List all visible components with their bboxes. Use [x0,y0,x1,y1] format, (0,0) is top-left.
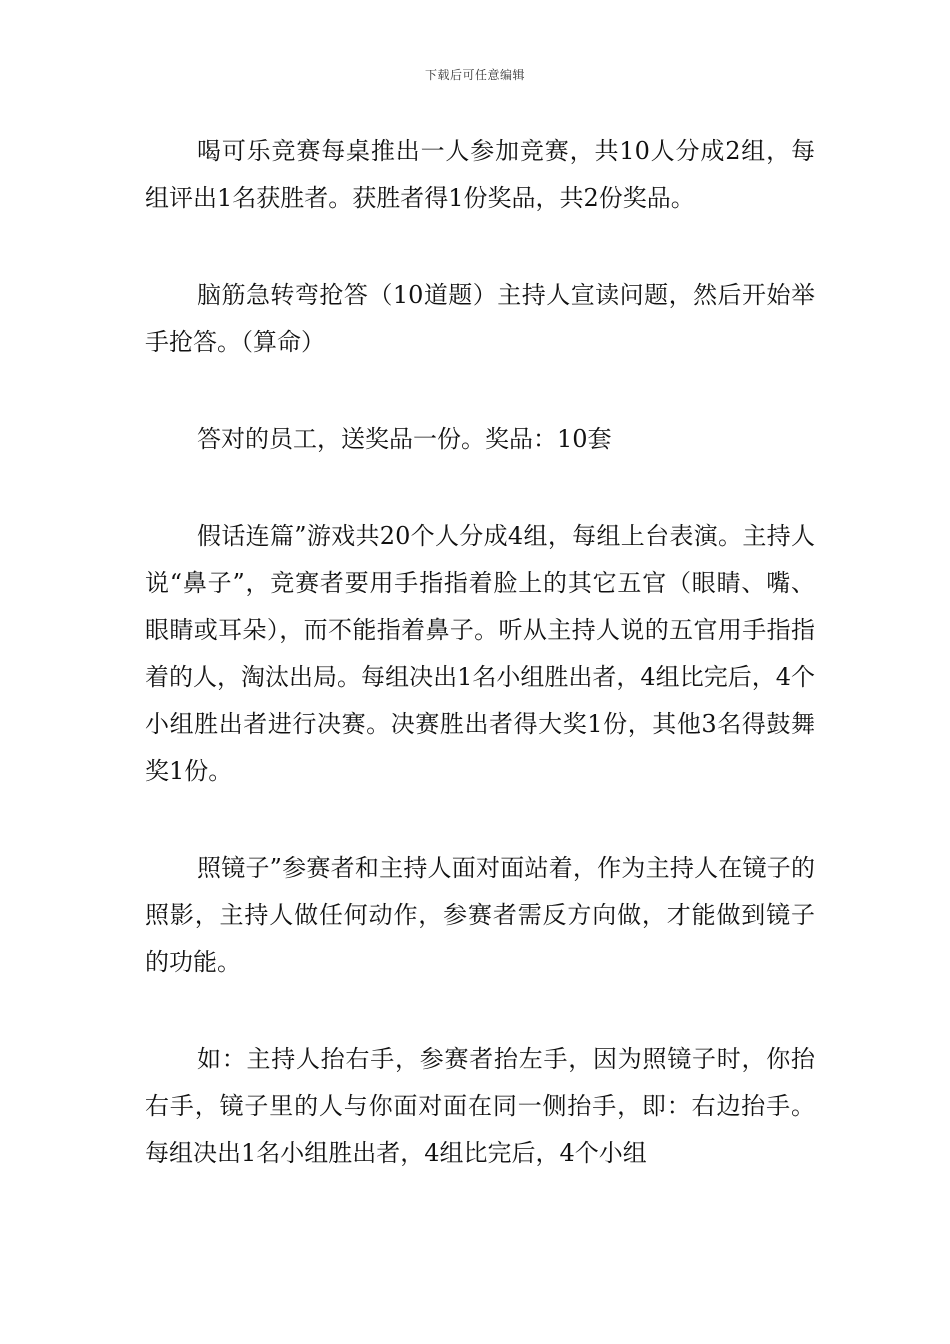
paragraph-drinking-cola-contest: 喝可乐竞赛每桌推出一人参加竞赛，共10人分成2组，每组评出1名获胜者。获胜者得1份奖品，共2份奖品。 [145,137,815,212]
header-note: 下载后可任意编辑 [424,68,525,82]
paragraph-false-words-game: 假话连篇”游戏共20个人分成4组，每组上台表演。主持人说“鼻子”，竞赛者要用手指指着脸上的其它五官（眼睛、嘴、眼睛或耳朵），而不能指着鼻子。听从主持人说的五官用手指指着的人，淘汰出局。每组决出1名小组胜出者，4组比完后，4个小组胜出者进行决赛。决赛胜出者得大奖1份，其他3名得鼓舞奖1份。 [145,522,815,785]
paragraph-mirror-game: 照镜子”参赛者和主持人面对面站着，作为主持人在镜子的照影，主持人做任何动作，参赛者需反方向做，才能做到镜子的功能。 [145,854,815,976]
document-body [145,128,815,1177]
paragraph-brain-teaser-quiz: 脑筋急转弯抢答（10道题）主持人宣读问题，然后开始举手抢答。（算命） [145,281,815,356]
paragraph-quiz-prize: 答对的员工，送奖品一份。奖品：10套 [197,425,612,453]
paragraph-mirror-example: 如：主持人抬右手，参赛者抬左手，因为照镜子时，你抬右手，镜子里的人与你面对面在同一侧抬手，即：右边抬手。每组决出1名小组胜出者，4组比完后，4个小组 [145,1045,815,1167]
